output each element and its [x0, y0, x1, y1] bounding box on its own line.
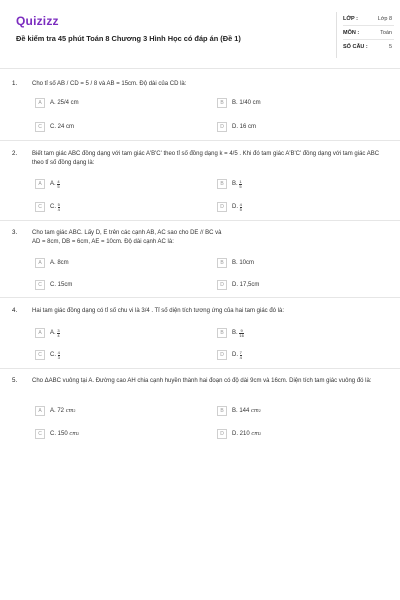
- fraction-numerator: 4: [57, 178, 60, 184]
- option-letter: A: [35, 98, 45, 108]
- option-letter: D: [217, 350, 227, 360]
- option-letter: C: [35, 280, 45, 290]
- option-letter: B: [217, 258, 227, 268]
- option-letter: B: [217, 328, 227, 338]
- option-unit: cm: [251, 408, 259, 414]
- option-letter: B: [217, 98, 227, 108]
- option-d[interactable]: [217, 349, 242, 361]
- fraction-numerator: 4: [239, 201, 242, 207]
- option-text: D.: [232, 352, 238, 358]
- option-letter: D: [217, 122, 227, 132]
- option-fraction: [57, 329, 59, 338]
- option-a[interactable]: [35, 257, 69, 269]
- option-a[interactable]: [35, 97, 79, 109]
- header-divider: [0, 68, 400, 69]
- option-text: D.: [232, 204, 238, 210]
- meta-value: Toán: [380, 30, 392, 36]
- fraction-denominator: 16: [239, 332, 244, 338]
- option-fraction: [240, 203, 242, 212]
- option-exponent: 2: [259, 432, 262, 436]
- option-letter: D: [217, 429, 227, 439]
- option-text: A. 25/4 cm: [50, 100, 79, 106]
- option-c[interactable]: [35, 201, 60, 213]
- option-letter: C: [35, 350, 45, 360]
- quizizz-logo: Quizizz: [16, 14, 59, 28]
- fraction-denominator: 5: [57, 183, 60, 189]
- option-text: C. 24 cm: [50, 124, 75, 130]
- meta-row-class: [343, 12, 394, 26]
- option-text: B.: [232, 181, 238, 187]
- question-text: Hai tam giác đồng dạng có tỉ số chu vi là 3/4 . Tỉ số diện tích tương ứng của hai tam giác đó là:: [32, 308, 284, 314]
- meta-key: SỐ CÂU :: [343, 44, 368, 50]
- option-c[interactable]: [35, 279, 72, 291]
- option-d[interactable]: [217, 121, 256, 133]
- fraction-denominator: 4: [57, 332, 60, 338]
- option-text: B. 144: [232, 408, 250, 414]
- fraction-denominator: 5: [239, 183, 242, 189]
- option-text: C.: [50, 204, 56, 210]
- option-c[interactable]: [35, 349, 60, 361]
- question-divider: [0, 368, 400, 369]
- page-title: Đề kiểm tra 45 phút Toán 8 Chương 3 Hình Học có đáp án (Đề 1): [16, 34, 241, 43]
- meta-key: LỚP :: [343, 16, 358, 22]
- option-b[interactable]: [217, 178, 242, 190]
- option-d[interactable]: [217, 201, 242, 213]
- option-letter: B: [217, 406, 227, 416]
- option-d[interactable]: [217, 428, 261, 440]
- option-letter: C: [35, 429, 45, 439]
- meta-value: Lớp 8: [377, 16, 392, 22]
- option-d[interactable]: [217, 279, 259, 291]
- option-unit: cm: [251, 431, 260, 437]
- question-text: Biết tam giác ABC đồng dạng với tam giác A'B'C' theo tỉ số đồng dạng k = 4/5 . Khi đó tam giác A'B'C' đồng dạng với tam giác ABC theo tỉ số đồng dạng là:: [32, 151, 380, 166]
- option-letter: A: [35, 406, 45, 416]
- question-divider: [0, 220, 400, 221]
- option-text: B. 10cm: [232, 260, 255, 266]
- option-fraction: [239, 329, 243, 338]
- question-number: 5.: [12, 377, 18, 384]
- fraction-numerator: 7: [239, 349, 242, 355]
- option-fraction: [58, 351, 60, 360]
- question-number: 4.: [12, 307, 18, 314]
- option-exponent: 2: [73, 409, 76, 413]
- option-text: D. 17,5cm: [232, 282, 260, 288]
- option-fraction: [58, 203, 60, 212]
- option-letter: A: [35, 328, 45, 338]
- meta-key: MÔN :: [343, 30, 360, 36]
- meta-panel: [336, 12, 398, 58]
- option-letter: A: [35, 258, 45, 268]
- option-text: D. 16 cm: [232, 124, 257, 130]
- option-letter: C: [35, 202, 45, 212]
- meta-row-subject: [343, 26, 394, 40]
- fraction-denominator: 5: [239, 206, 242, 212]
- question-number: 2.: [12, 150, 18, 157]
- fraction-numerator: 1: [239, 178, 242, 184]
- question-text: Cho ΔABC vuông tại A. Đường cao AH chia cạnh huyền thành hai đoạn có độ dài 9cm và 16cm. Diện tích tam giác vuông đó là:: [32, 378, 372, 384]
- meta-row-count: [343, 40, 394, 54]
- option-text: C. 150: [50, 431, 68, 437]
- question-divider: [0, 297, 400, 298]
- option-text: A. 8cm: [50, 260, 69, 266]
- option-unit: cm: [65, 408, 74, 414]
- fraction-denominator: 3: [57, 354, 60, 360]
- option-a[interactable]: [35, 327, 60, 339]
- option-letter: D: [217, 280, 227, 290]
- question-number: 1.: [12, 80, 18, 87]
- option-text: C.: [50, 352, 56, 358]
- fraction-numerator: 3: [57, 327, 60, 333]
- option-b[interactable]: [217, 97, 261, 109]
- option-b[interactable]: [217, 405, 261, 417]
- option-a[interactable]: [35, 405, 75, 417]
- meta-value: 5: [388, 44, 392, 50]
- option-text: A. 72: [50, 408, 65, 414]
- option-unit: cm: [69, 431, 78, 437]
- option-letter: C: [35, 122, 45, 132]
- option-fraction: [57, 180, 59, 189]
- question-number: 3.: [12, 229, 18, 236]
- question-text: [32, 229, 382, 246]
- question-text-line: AD = 8cm, DB = 6cm, AE = 10cm. Độ dài cạnh AC là:: [32, 238, 174, 245]
- option-exponent: 2: [258, 409, 261, 413]
- option-letter: B: [217, 179, 227, 189]
- option-b[interactable]: [217, 257, 254, 269]
- option-exponent: 2: [77, 432, 80, 436]
- option-a[interactable]: [35, 178, 60, 190]
- option-b[interactable]: [217, 327, 244, 339]
- option-text: B.: [232, 330, 238, 336]
- option-text: B. 1/40 cm: [232, 100, 261, 106]
- option-fraction: [240, 351, 242, 360]
- question-text: Cho tỉ số AB / CD = 5 / 8 và AB = 15cm. Độ dài của CD là:: [32, 81, 187, 87]
- fraction-numerator: 5: [57, 201, 60, 207]
- option-text: A.: [50, 181, 56, 187]
- fraction-numerator: 4: [57, 349, 60, 355]
- option-letter: A: [35, 179, 45, 189]
- question-divider: [0, 140, 400, 141]
- option-letter: D: [217, 202, 227, 212]
- question-text-line: Cho tam giác ABC. Lấy D, E trên các cạnh AB, AC sao cho DE // BC và: [32, 230, 222, 236]
- option-fraction: [239, 180, 241, 189]
- option-text: D. 210: [232, 431, 250, 437]
- fraction-numerator: 9: [240, 327, 243, 333]
- worksheet-header: [10, 12, 390, 60]
- option-text: C. 15cm: [50, 282, 73, 288]
- fraction-denominator: 4: [57, 206, 60, 212]
- fraction-denominator: 4: [239, 354, 242, 360]
- option-c[interactable]: [35, 121, 74, 133]
- option-text: A.: [50, 330, 56, 336]
- option-c[interactable]: [35, 428, 79, 440]
